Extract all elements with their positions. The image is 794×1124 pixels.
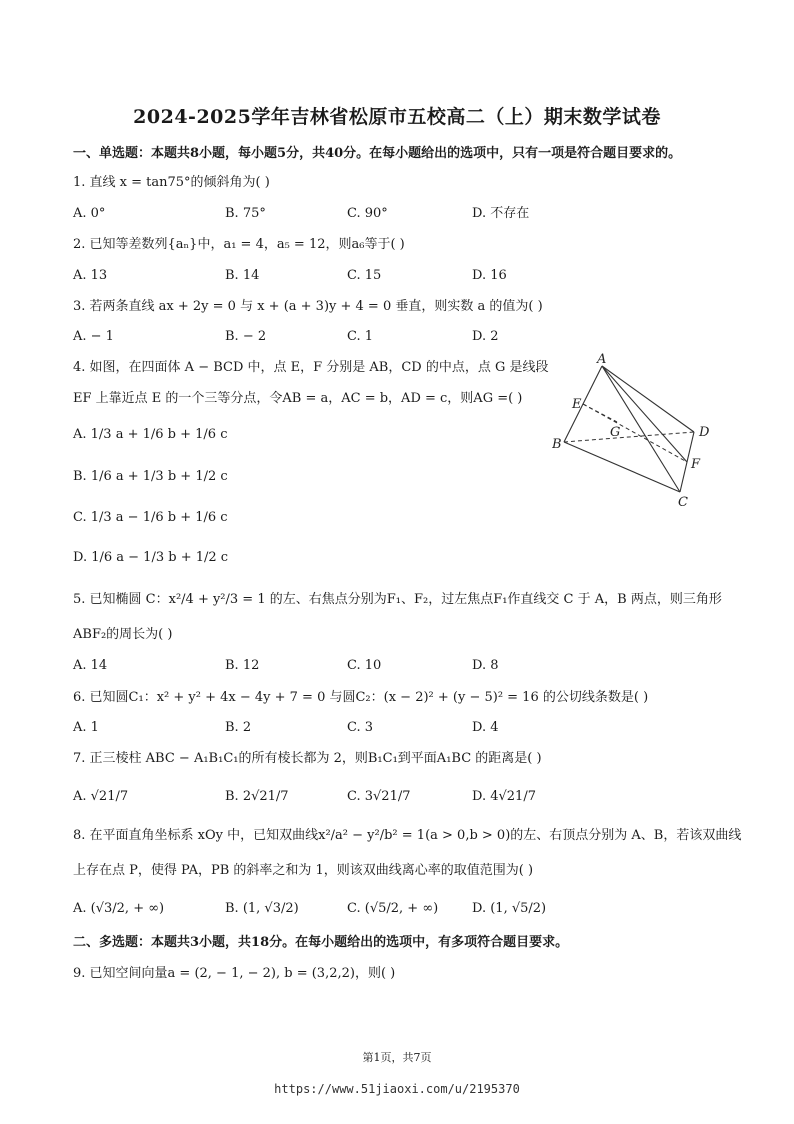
question-4-choice-c[interactable]: C. 1/3 a − 1/6 b + 1/6 c — [73, 510, 228, 525]
section-single-choice-header: 一、单选题：本题共8小题，每小题5分，共40分。在每小题给出的选项中，只有一项是符合题目要求的。 — [73, 146, 682, 161]
question-8-line-1: 8. 在平面直角坐标系 xOy 中，已知双曲线x²/a² − y²/b² = 1(a > 0,b > 0)的左、右顶点分别为 A、B，若该双曲线 — [73, 828, 742, 843]
choice-c[interactable]: C. (√5/2, + ∞) — [347, 901, 439, 916]
question-7-text: 7. 正三棱柱 ABC − A₁B₁C₁的所有棱长都为 2，则B₁C₁到平面A₁BC 的距离是( ) — [73, 751, 542, 766]
choice-c[interactable]: C. 3 — [347, 720, 374, 735]
choice-a[interactable]: A. 14 — [73, 658, 108, 673]
question-4-line-1: 4. 如图，在四面体 A − BCD 中，点 E，F 分别是 AB，CD 的中点，点 G 是线段 — [73, 360, 549, 375]
choice-b[interactable]: B. (1, √3/2) — [225, 901, 299, 916]
vertex-label-a: A — [597, 352, 607, 367]
question-2-text: 2. 已知等差数列{aₙ}中，a₁ = 4，a₅ = 12，则a₆等于( ) — [73, 237, 405, 252]
question-6-text: 6. 已知圆C₁：x² + y² + 4x − 4y + 7 = 0 与圆C₂：(x − 2)² + (y − 5)² = 16 的公切线条数是( ) — [73, 690, 649, 705]
choice-d[interactable]: D. 4√21/7 — [472, 789, 536, 804]
vertex-label-d: D — [699, 425, 710, 440]
question-4-choice-a[interactable]: A. 1/3 a + 1/6 b + 1/6 c — [73, 427, 228, 442]
choice-b[interactable]: B. 2 — [225, 720, 252, 735]
question-4-choice-d[interactable]: D. 1/6 a − 1/3 b + 1/2 c — [73, 550, 229, 565]
choice-d[interactable]: D. (1, √5/2) — [472, 901, 547, 916]
choice-d[interactable]: D. 8 — [472, 658, 499, 673]
exam-title: 2024-2025学年吉林省松原市五校高二（上）期末数学试卷 — [133, 106, 661, 128]
question-5-line-2: ABF₂的周长为( ) — [73, 627, 173, 642]
choice-d[interactable]: D. 4 — [472, 720, 499, 735]
choice-a[interactable]: A. (√3/2, + ∞) — [73, 901, 165, 916]
choice-a[interactable]: A. 0° — [73, 206, 106, 221]
choice-d[interactable]: D. 2 — [472, 329, 499, 344]
choice-c[interactable]: C. 1 — [347, 329, 374, 344]
choice-b[interactable]: B. 2√21/7 — [225, 789, 289, 804]
point-label-e: E — [572, 397, 582, 412]
choice-d[interactable]: D. 不存在 — [472, 206, 530, 221]
tetrahedron-figure — [552, 352, 722, 512]
point-label-g: G — [610, 425, 621, 440]
question-4-choice-b[interactable]: B. 1/6 a + 1/3 b + 1/2 c — [73, 469, 228, 484]
choice-b[interactable]: B. − 2 — [225, 329, 267, 344]
question-4-line-2: EF 上靠近点 E 的一个三等分点，令AB = a，AC = b，AD = c，则AG =( ) — [73, 391, 523, 406]
choice-c[interactable]: C. 3√21/7 — [347, 789, 411, 804]
question-8-line-2: 上存在点 P，使得 PA，PB 的斜率之和为 1，则该双曲线离心率的取值范围为( ) — [73, 863, 534, 878]
choice-b[interactable]: B. 75° — [225, 206, 266, 221]
question-9-text: 9. 已知空间向量a = (2, − 1, − 2), b = (3,2,2)，则( ) — [73, 966, 396, 981]
point-label-f: F — [691, 457, 701, 472]
question-3-text: 3. 若两条直线 ax + 2y = 0 与 x + (a + 3)y + 4 = 0 垂直，则实数 a 的值为( ) — [73, 299, 543, 314]
choice-b[interactable]: B. 12 — [225, 658, 260, 673]
choice-a[interactable]: A. √21/7 — [73, 789, 129, 804]
page-number-footer: 第1页，共7页 — [362, 1051, 432, 1064]
vertex-label-b: B — [552, 437, 562, 452]
choice-c[interactable]: C. 90° — [347, 206, 388, 221]
choice-a[interactable]: A. 1 — [73, 720, 99, 735]
source-watermark[interactable]: https://www.51jiaoxi.com/u/2195370 — [274, 1082, 520, 1096]
choice-c[interactable]: C. 15 — [347, 268, 382, 283]
choice-d[interactable]: D. 16 — [472, 268, 507, 283]
question-1-text: 1. 直线 x = tan75°的倾斜角为( ) — [73, 175, 270, 190]
vertex-label-c: C — [678, 495, 688, 510]
choice-c[interactable]: C. 10 — [347, 658, 382, 673]
section-multi-choice-header: 二、多选题：本题共3小题，共18分。在每小题给出的选项中，有多项符合题目要求。 — [73, 935, 569, 950]
choice-a[interactable]: A. − 1 — [73, 329, 114, 344]
choice-b[interactable]: B. 14 — [225, 268, 260, 283]
question-5-line-1: 5. 已知椭圆 C：x²/4 + y²/3 = 1 的左、右焦点分别为F₁、F₂，过左焦点F₁作直线交 C 于 A，B 两点，则三角形 — [73, 592, 722, 607]
choice-a[interactable]: A. 13 — [73, 268, 108, 283]
